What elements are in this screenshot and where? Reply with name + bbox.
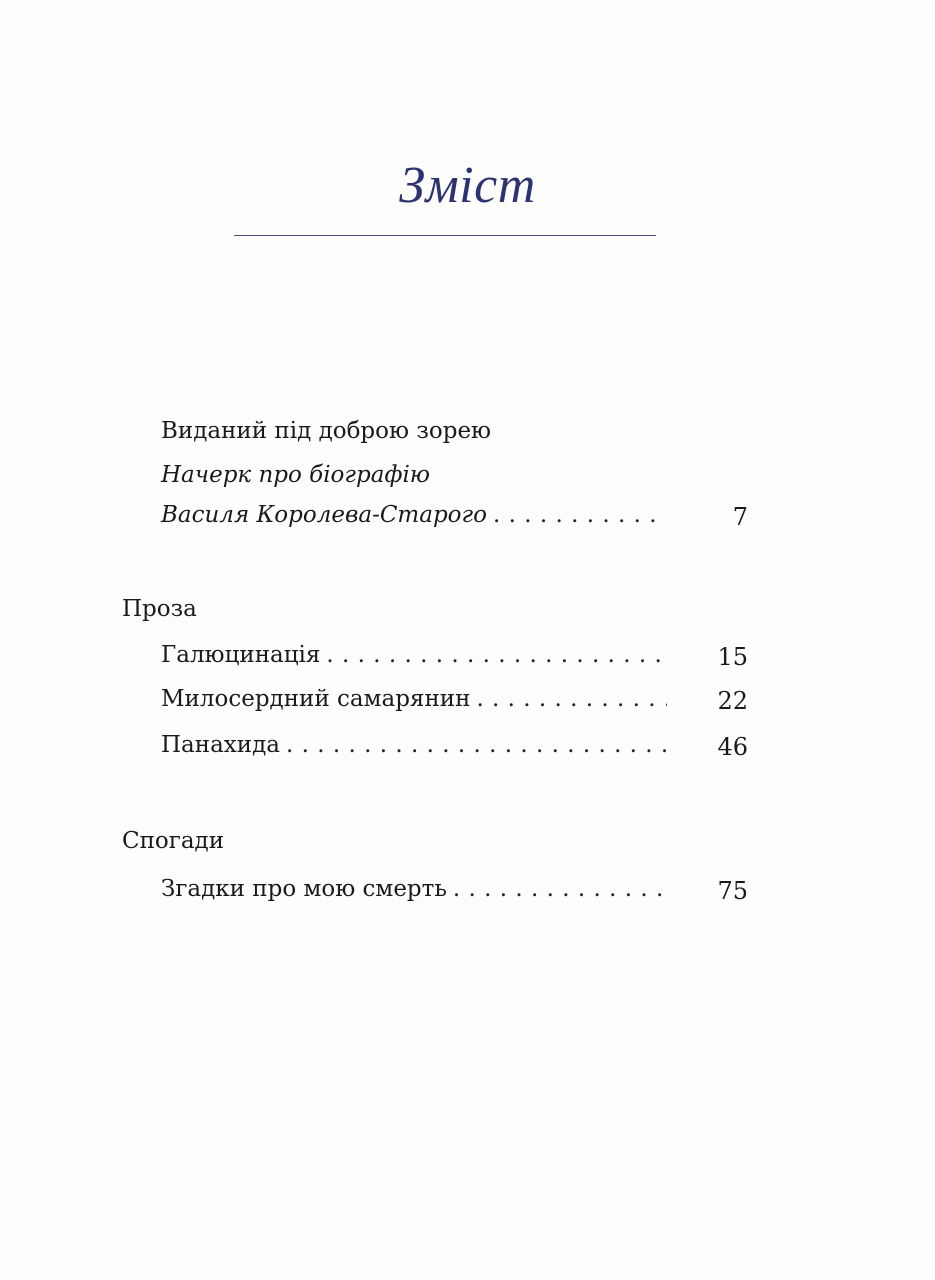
toc-entry[interactable] [161,642,667,668]
toc-entry[interactable] [161,686,667,712]
toc-page-number: 15 [717,643,748,671]
section-heading-memoirs: Спогади [122,828,225,854]
toc-entry-title: Галюцинація [161,642,321,668]
toc-entry[interactable] [161,876,667,902]
toc-page-number: 46 [717,733,748,761]
page-title: Зміст [399,157,536,214]
toc-entry-title: Згадки про мою смерть [161,876,447,902]
toc-entry-intro-essay[interactable] [161,502,667,528]
toc-page-number: 7 [732,503,748,531]
dot-leader [476,686,667,712]
toc-entry-title: Милосердний самарянин [161,686,471,712]
section-heading-prose: Проза [122,596,197,622]
intro-heading: Виданий під доброю зорею [161,418,492,444]
toc-page-number: 22 [717,687,748,715]
toc-page-number: 75 [717,877,748,905]
intro-essay-line-1: Начерк про біографію [161,462,431,488]
dot-leader [493,502,667,528]
toc-entry-title: Василя Королева-Старого [161,502,487,528]
title-divider [234,235,656,236]
dot-leader [326,642,667,668]
toc-entry[interactable] [161,732,667,758]
toc-entry-title: Панахида [161,732,280,758]
dot-leader [453,876,667,902]
dot-leader [286,732,667,758]
